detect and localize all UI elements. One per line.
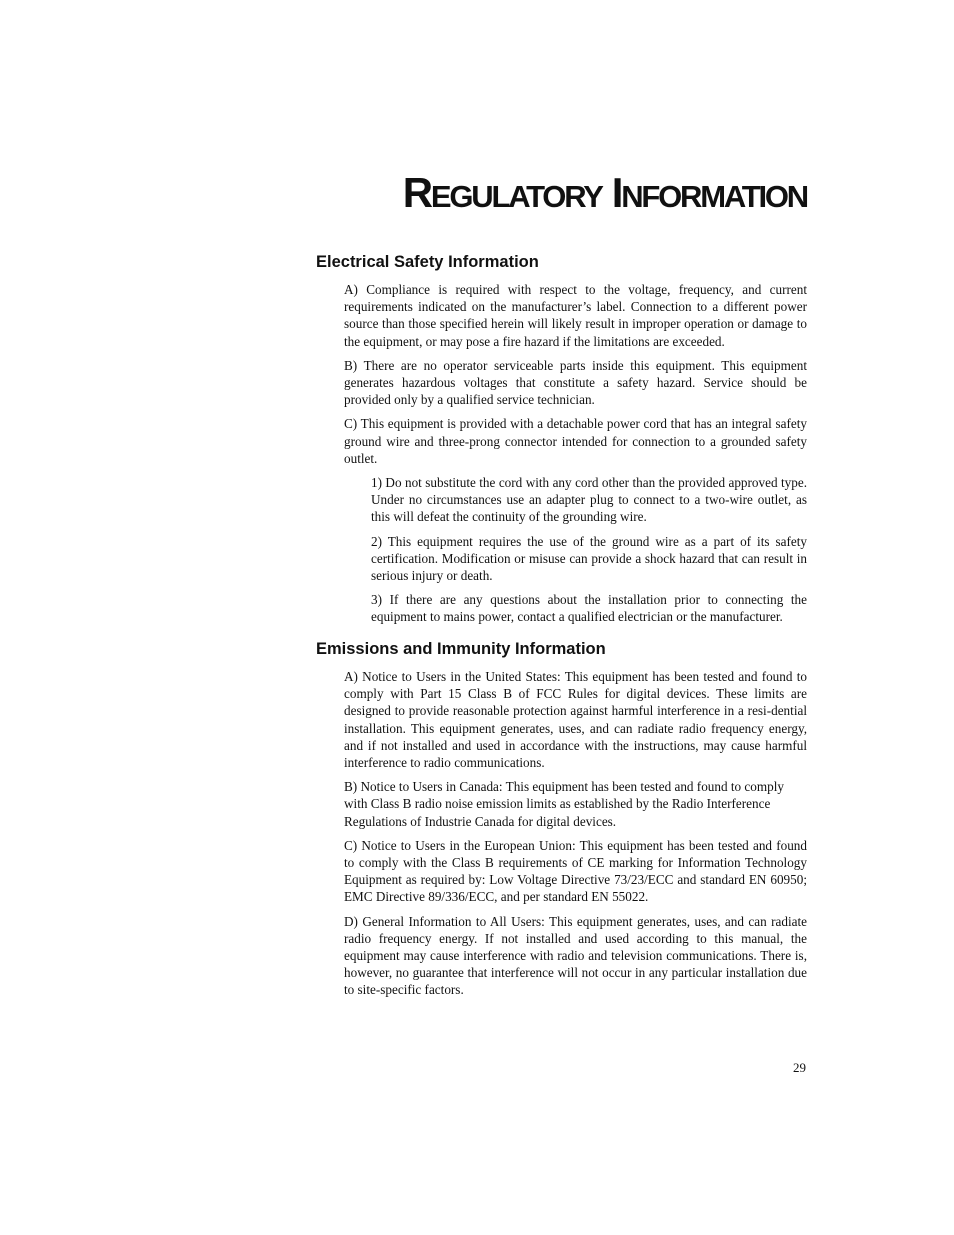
paragraph-notice-united-states: A) Notice to Users in the United States: This equipment has been tested and found to comply with Part 15 Class B of FCC Rules for digital devices. These limits are designed to provide reasonable protection against harmful interference in a resi-dential installation. This equipment generates, uses, and can radiate radio frequency energy, and if not installed and used in accordance with the instructions, may cause harmful interference to radio communications. <box>344 669 807 771</box>
paragraph-general-information: D) General Information to All Users: This equipment generates, uses, and can radiate radio frequency energy. If not installed and used according to this manual, the equipment may cause interference with radio and television communications. There is, however, no guarantee that interference will not occur in any particular installation due to site-specific factors. <box>344 913 807 998</box>
page-number: 29 <box>793 1060 806 1075</box>
chapter-title <box>402 169 807 216</box>
title-word-regulatory: EGULATORY <box>430 179 602 214</box>
section-heading-electrical-safety: Electrical Safety Information <box>316 253 539 271</box>
subitem-installation-questions: 3) If there are any questions about the installation prior to connecting the equipment to mains power, contact a qualified electrician or the manufacturer. <box>371 592 807 625</box>
emissions-immunity-body <box>344 668 807 1006</box>
paragraph-no-serviceable-parts: B) There are no operator serviceable parts inside this equipment. This equipment generates hazardous voltages that constitute a safety hazard. Service should be provided only by a qualified service technician. <box>344 357 807 408</box>
subitem-ground-wire: 2) This equipment requires the use of the ground wire as a part of its safety certification. Modification or misuse can provide a shock hazard that can result in serious injury or death. <box>371 533 807 584</box>
paragraph-notice-canada: B) Notice to Users in Canada: This equipment has been tested and found to comply with Class B radio noise emission limits as established by the Radio Interference Regulations of Industrie Canada for digital devices. <box>344 779 784 829</box>
title-initial-r: R <box>402 169 431 216</box>
paragraph-power-cord: C) This equipment is provided with a detachable power cord that has an integral safety ground wire and three-prong connector intended for connection to a grounded safety outlet. <box>344 416 807 466</box>
paragraph-notice-european-union: C) Notice to Users in the European Union: This equipment has been tested and found to comply with the Class B requirements of CE marking for Information Technology Equipment as required by: Low Voltage Directive 73/23/ECC and standard EN 60950; EMC Directive 89/336/ECC, and per standard EN 55022. <box>344 837 807 905</box>
title-initial-i: I <box>611 169 622 216</box>
paragraph-compliance: A) Compliance is required with respect to the voltage, frequency, and current requirements indicated on the manufacturer’s label. Connection to a different power source than those specified herein will likely result in improper operation or damage to the equipment, or may pose a fire hazard if the limitations are exceeded. <box>344 282 807 349</box>
electrical-safety-body <box>344 281 807 633</box>
section-heading-emissions-immunity: Emissions and Immunity Information <box>316 640 606 658</box>
subitem-cord-substitution: 1) Do not substitute the cord with any cord other than the provided approved type. Under no circumstances use an adapter plug to connect to a two-wire outlet, as this will defeat the continuity of the grounding wire. <box>371 475 807 525</box>
title-word-information: NFORMATION <box>621 179 807 214</box>
